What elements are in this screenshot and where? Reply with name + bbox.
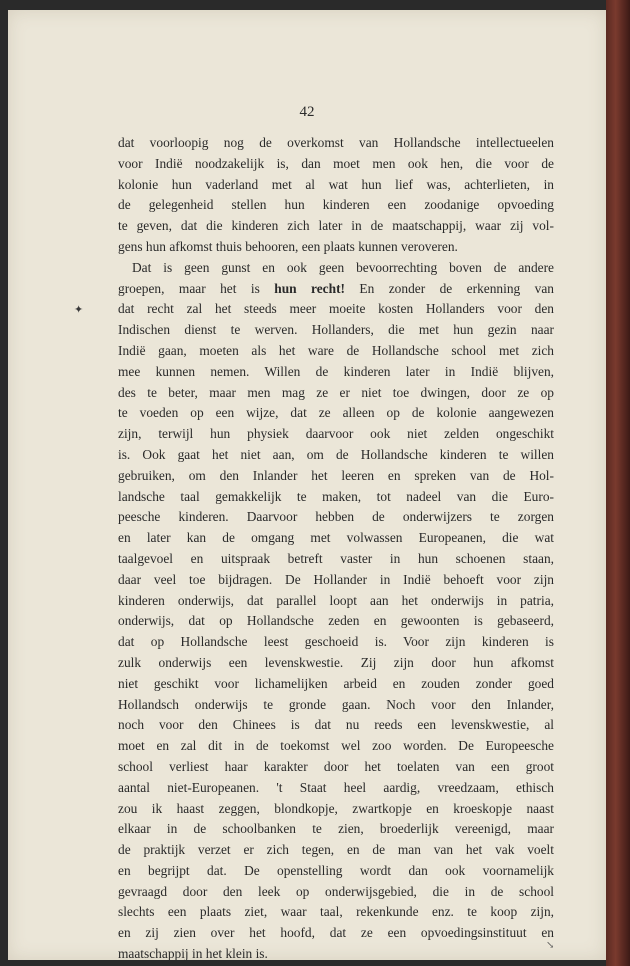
text-line: onderwijs, dat op Hollandsche zeden en gewoonten is gebaseerd, xyxy=(118,613,554,629)
text-line: peesche kinderen. Daarvoor hebben de onderwijzers te zorgen xyxy=(118,509,554,525)
text-line: aantal niet-Europeanen. 't Staat heel aardig, vreedzaam, ethisch xyxy=(118,779,554,795)
text-line: Indië gaan, moeten als het ware de Hollandsche school met zich xyxy=(118,342,554,358)
text-line: elkaar in de schoolbanken te zien, broederlijk vereenigd, maar xyxy=(118,821,554,837)
text-fragment: En zonder de erkenning van xyxy=(345,280,554,296)
text-line: voor Indië noodzakelijk is, dan moet men ook hen, die voor de xyxy=(118,155,554,171)
text-line: gens hun afkomst thuis behooren, een plaats kunnen veroveren. xyxy=(118,238,458,254)
text-line: landsche taal gemakkelijk te maken, tot nadeel van die Euro- xyxy=(118,488,554,504)
text-line: dat op Hollandsche leest geschoeid is. Voor zijn kinderen is xyxy=(118,634,554,650)
book-page xyxy=(8,10,606,960)
book-spine xyxy=(606,0,630,966)
text-line: kinderen onderwijs, dat parallel loopt aan het onderwijs in patria, xyxy=(118,592,554,608)
text-line: Indischen dienst te werven. Hollanders, die met hun gezin naar xyxy=(118,322,554,338)
text-line-emphasis xyxy=(118,279,554,300)
emphasis-text: hun recht! xyxy=(274,280,345,296)
text-line: kolonie hun vaderland met al wat hun lief was, achterlieten, in xyxy=(118,176,554,192)
text-line: en later kan de omgang met volwassen Europeanen, die wat xyxy=(118,530,554,546)
text-line: moet en zal dit in de toekomst wel zoo worden. De Europeesche xyxy=(118,738,554,754)
text-line: te voeden op een wijze, dat ze alleen op de kolonie aangewezen xyxy=(118,405,554,421)
text-line: daar veel toe bijdragen. De Hollander in Indië behoeft voor zijn xyxy=(118,571,554,587)
text-line: dat recht zal het steeds meer moeite kosten Hollanders voor den xyxy=(118,301,554,317)
body-text xyxy=(118,133,554,965)
text-line: Hollandsch onderwijs te gronde gaan. Noch voor den Inlander, xyxy=(118,696,554,712)
text-line: de gelegenheid stellen hun kinderen een zoodanige opvoeding xyxy=(118,197,554,213)
text-line: zulk onderwijs een levenskwestie. Zij zijn door hun afkomst xyxy=(118,654,554,670)
page-number: 42 xyxy=(299,104,315,120)
text-line: de praktijk verzet er zich tegen, en de man van het vak voelt xyxy=(118,842,554,858)
paragraph-1 xyxy=(118,133,554,258)
text-line: niet geschikt voor lichamelijken arbeid en zouden zonder goed xyxy=(118,675,554,691)
paragraph-2 xyxy=(118,258,554,965)
text-line: taalgevoel en uitspraak betreft vaster in hun schoenen staan, xyxy=(118,550,554,566)
text-line: noch voor den Chinees is dat nu reeds een levenskwestie, al xyxy=(118,717,554,733)
corner-mark-icon: ↘ xyxy=(546,940,555,951)
text-line: te geven, dat die kinderen zich later in de maatschappij, waar zij vol- xyxy=(118,218,554,234)
text-line: zou ik haast zeggen, blondkopje, zwartkopje en kroeskopje naast xyxy=(118,800,554,816)
text-line: gevraagd door den leek op onderwijsgebied, die in de school xyxy=(118,883,554,899)
margin-mark-icon: ✦ xyxy=(74,304,84,316)
text-line: is. Ook gaat het niet aan, om de Hollandsche kinderen te willen xyxy=(118,446,554,462)
text-line: en begrijpt dat. De openstelling wordt dan ook voornamelijk xyxy=(118,862,554,878)
text-line: Dat is geen gunst en ook geen bevoorrechting boven de andere xyxy=(132,259,554,275)
text-line: zijn, terwijl hun physiek daarvoor ook niet zelden ongeschikt xyxy=(118,426,554,442)
text-line: dat voorloopig nog de overkomst van Hollandsche intellectueelen xyxy=(118,135,554,150)
text-line: school verliest haar karakter door het toelaten van een groot xyxy=(118,758,554,774)
text-line: maatschappij in het klein is. xyxy=(118,946,268,962)
text-line: gebruiken, om den Inlander het leeren en spreken van de Hol- xyxy=(118,467,554,483)
text-line: en zij zien over het hoofd, dat ze een opvoedingsinstituut en xyxy=(118,925,554,941)
text-line: mee kunnen nemen. Willen de kinderen later in Indië blijven, xyxy=(118,363,554,379)
text-line: des te beter, maar men mag ze er niet toe dwingen, door ze op xyxy=(118,384,554,400)
text-line: slechts een plaats ziet, waar taal, rekenkunde enz. te koop zijn, xyxy=(118,904,554,920)
text-fragment: groepen, maar het is xyxy=(118,280,275,296)
